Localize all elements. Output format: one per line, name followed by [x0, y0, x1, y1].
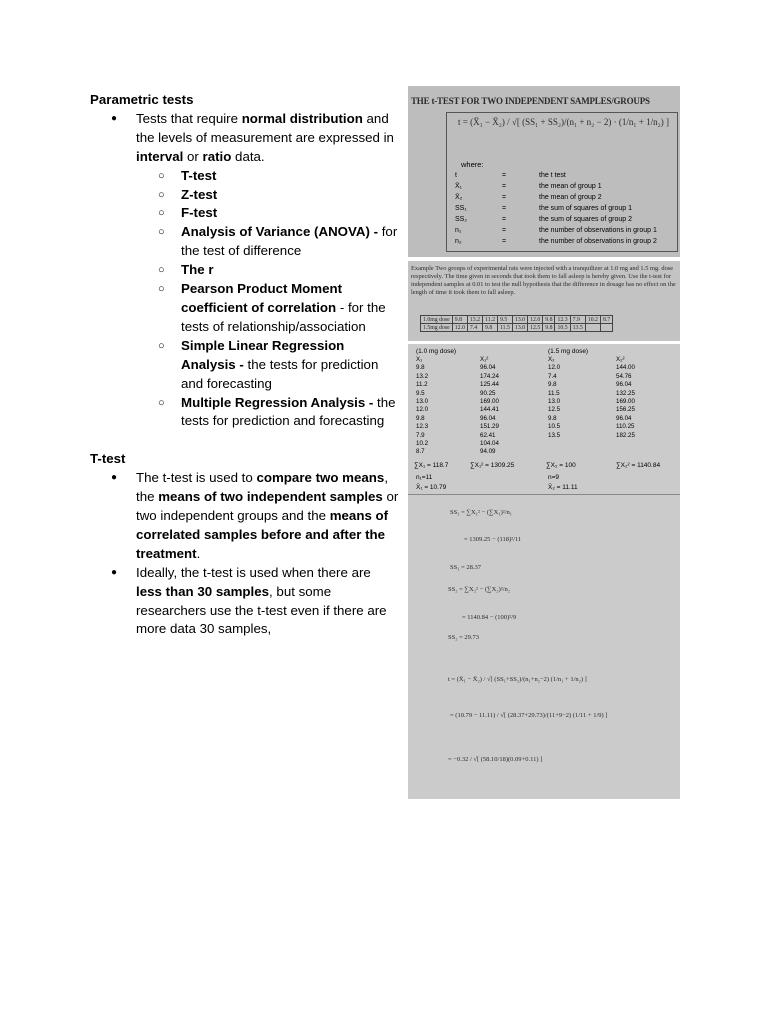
ttest-bullet-1: ● The t-test is used to compare two means, the means of two independent samples or two independent groups and the means of correlated samples before and after the treatment.: [90, 469, 400, 564]
sum-x1: ∑X₁ = 118.7: [414, 462, 449, 469]
calc-line: SS₂ = ∑X₂² − (∑X₂)²/n₂: [448, 586, 511, 593]
n2: n=9: [548, 474, 560, 481]
list-item: ○ F-test: [136, 204, 400, 223]
ttest-list: [90, 469, 400, 639]
sum-x2: ∑X₂ = 100: [546, 462, 576, 469]
example-text: Example Two groups of experimental rats were injected with a tranquilizer at 1.0 mg and 1.5 mg. dose respectively. The time given in seconds that took them to fall asleep is hereby given. Use the t-test for independent samples at 0.01 to test the null hypothesis that the difference in dosage has no effect on the length of time it took them to fall asleep.: [411, 265, 676, 296]
list-item: ○ Z-test: [136, 186, 400, 205]
definition-row: SS₂ = the sum of squares of group 2: [455, 216, 632, 223]
x2sq-column: X₂² 144.00 54.76 96.04 132.25 169.00 156.25 96.04 110.25 182.25: [616, 356, 635, 439]
x1-column: X₁ 9.8 13.2 11.2 9.5 13.0 12.0 9.8 12.3 7.9 10.2 8.7: [416, 356, 429, 456]
photo-ttest-formula: [408, 86, 680, 257]
definition-row: n₁ = the number of observations in group 1: [455, 227, 657, 234]
parametric-list: [90, 110, 400, 431]
calc-line: SS₁ = 28.37: [450, 564, 482, 571]
photo-example: [408, 261, 680, 341]
mean1: X̄₁ = 10.79: [416, 484, 447, 491]
calc-line: t = (X̄₁ − X̄₂) / √[ (SS₁+SS₂)/(n₁+n₂−2) (1/n₁ + 1/n₂) ]: [448, 676, 587, 683]
formula: t = (X̄₁ − X̄₂) / √[ (SS₁ + SS₂)/(n₁ + n₂ − 2) · (1/n₁ + 1/n₂) ]: [458, 117, 669, 127]
calc-line: = 1140.84 − (100)²/9: [462, 614, 517, 621]
ttest-bullet-2: ● Ideally, the t-test is used when there are less than 30 samples, but some researchers use the t-test even if there are more data 30 samples,: [90, 564, 400, 640]
parametric-heading: Parametric tests: [90, 92, 194, 107]
where-label: where:: [461, 160, 484, 169]
sum-x2sq: ∑X₂² = 1140.84: [616, 462, 661, 469]
x1sq-column: X₁² 96.04 174.24 125.44 90.25 169.00 144.41 96.04 151.29 62.41 104.04 94.09: [480, 356, 499, 456]
group2-header: (1.5 mg dose): [548, 348, 589, 355]
definition-row: X̄₁ = the mean of group 1: [455, 183, 602, 190]
list-item: ○ The r: [136, 261, 400, 280]
list-item: ○ T-test: [136, 167, 400, 186]
list-item: ○ Simple Linear Regression Analysis - the tests for prediction and forecasting: [136, 337, 400, 394]
list-item: ○ Analysis of Variance (ANOVA) - for the test of difference: [136, 223, 400, 261]
calc-line: = 1309.25 − (118)²/11: [464, 536, 522, 543]
ttest-heading: T-test: [90, 451, 126, 467]
formula-box: [446, 112, 678, 252]
definition-row: n₂ = the number of observations in group 2: [455, 238, 657, 245]
calc-line: = −0.32 / √[ (58.10/18)(0.09+0.11) ]: [448, 756, 543, 763]
group1-header: (1.0 mg dose): [416, 348, 457, 355]
definition-row: X̄₂ = the mean of group 2: [455, 194, 602, 201]
definition-row: t = the t test: [455, 172, 566, 179]
notes-column: [90, 91, 400, 639]
photo1-title: THE t-TEST FOR TWO INDEPENDENT SAMPLES/GROUPS: [411, 96, 650, 106]
n1: n₁=11: [416, 474, 433, 481]
sum-x1sq: ∑X₁² = 1309.25: [470, 462, 515, 469]
divider: [408, 494, 680, 495]
table-row: 1.5mg dose 12.0 7.4 9.8 11.5 13.0 12.5 9.8 10.5 13.5: [421, 324, 613, 332]
list-item: ○ Multiple Regression Analysis - the tests for prediction and forecasting: [136, 394, 400, 432]
x2-column: X₂ 12.0 7.4 9.8 11.5 13.0 12.5 9.8 10.5 13.5: [548, 356, 561, 439]
calc-line: SS₁ = ∑X₁² − (∑X₁)²/n₁: [450, 509, 513, 516]
mean2: X̄₂ = 11.11: [548, 484, 578, 491]
definition-row: SS₁ = the sum of squares of group 1: [455, 205, 632, 212]
photo-computation: [408, 344, 680, 799]
test-type-list: [136, 167, 400, 432]
calc-line: SS₂ = 29.73: [448, 634, 480, 641]
example-table: [420, 315, 613, 332]
calc-line: = (10.79 − 11.11) / √[ (28.37+29.73)/(11+9−2) (1/11 + 1/9) ]: [450, 712, 608, 719]
list-item: ○ Pearson Product Moment coefficient of correlation - for the tests of relationship/association: [136, 280, 400, 337]
parametric-bullet: ● Tests that require normal distribution and the levels of measurement are expressed in interval or ratio data. ○ T-test ○ Z-test ○ F-test ○ Analysis of Variance (ANOVA) - for the test of difference ○ The r ○ Pearson Product Moment coefficient of correlation - for the tests of relationship/association ○ Simple Linear Regression Analysis - the tests for prediction and forecasting ○ Multiple Regression Analysis - the tests for prediction and forecasting: [90, 110, 400, 431]
definitions: [455, 172, 675, 249]
table-row: 1.0mg dose 9.8 13.2 11.2 9.5 13.0 12.0 9.8 12.3 7.9 10.2 8.7: [421, 316, 613, 324]
